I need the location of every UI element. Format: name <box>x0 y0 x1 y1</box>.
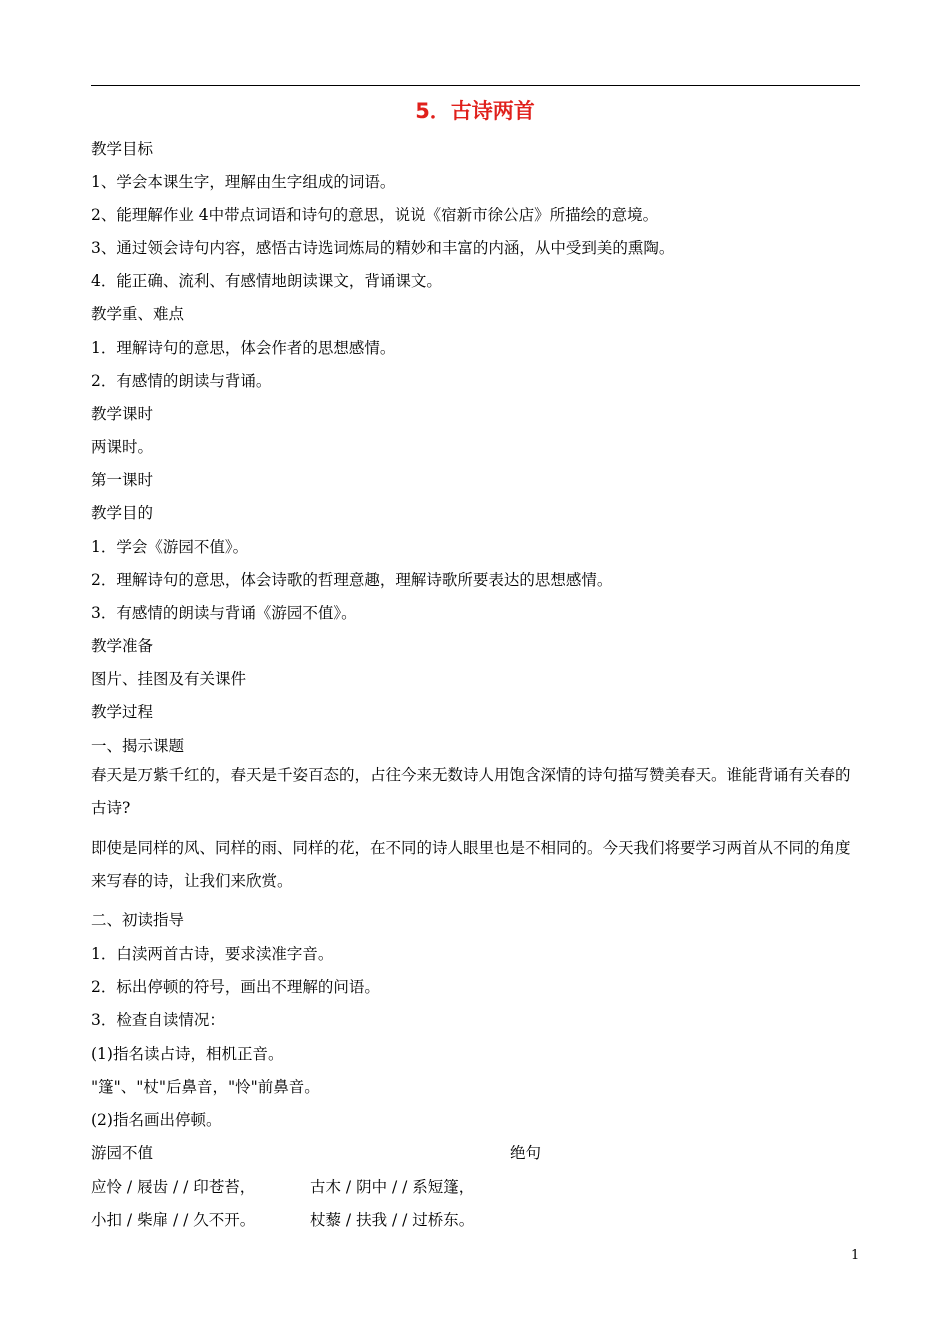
key-point-item: 1．理解诗句的意思，体会作者的思想感情。 <box>91 339 396 357</box>
first-lesson-heading: 第一课时 <box>91 471 154 489</box>
step1-paragraph: 春天是万紫千红的，春天是千姿百态的，占往今来无数诗人用饱含深情的诗句描写赞美春天。谁能背诵有关春的古诗? <box>91 766 851 817</box>
check-item: "篷"、"杖"后鼻音，"怜"前鼻音。 <box>91 1078 320 1096</box>
aim-item: 2．理解诗句的意思，体会诗歌的哲理意趣，理解诗歌所要表达的思想感情。 <box>91 571 613 589</box>
poem1-line: 小扣 / 柴扉 / / 久不开。 <box>91 1211 256 1229</box>
step2-heading: 二、初读指导 <box>91 911 185 929</box>
process-heading: 教学过程 <box>91 703 154 721</box>
poem1-title: 游园不值 <box>91 1144 154 1162</box>
key-point-item: 2．有感情的朗读与背诵。 <box>91 372 272 390</box>
prep-heading: 教学准备 <box>91 637 154 655</box>
step1-heading: 一、揭示课题 <box>91 737 185 755</box>
aim-item: 3．有感情的朗读与背诵《游园不值》。 <box>91 604 357 622</box>
poem2-title: 绝句 <box>510 1144 542 1162</box>
hours-text: 两课时。 <box>91 438 154 456</box>
objectives-heading: 教学目标 <box>91 140 154 158</box>
prep-text: 图片、挂图及有关课件 <box>91 670 247 688</box>
header-rule <box>91 85 860 86</box>
check-item: (2)指名画出停顿。 <box>91 1111 222 1129</box>
objective-item: 2、能理解作业 4中带点词语和诗句的意思，说说《宿新市徐公店》所描绘的意境。 <box>91 206 659 224</box>
hours-heading: 教学课时 <box>91 405 154 423</box>
aims-heading: 教学目的 <box>91 504 154 522</box>
objective-item: 1、学会本课生字，理解由生字组成的词语。 <box>91 173 396 191</box>
objective-item: 4．能正确、流利、有感情地朗读课文，背诵课文。 <box>91 272 442 290</box>
page-title: 5．古诗两首 <box>415 99 535 123</box>
page-number: 1 <box>851 1248 860 1263</box>
poem2-line: 杖藜 / 扶我 / / 过桥东。 <box>310 1211 475 1229</box>
check-item: (1)指名读占诗，相机正音。 <box>91 1045 284 1063</box>
step1-paragraph: 即使是同样的风、同样的雨、同样的花，在不同的诗人眼里也是不相同的。今天我们将要学习两首从不同的角度来写春的诗，让我们来欣赏。 <box>91 839 851 890</box>
key-points-heading: 教学重、难点 <box>91 305 185 323</box>
aim-item: 1．学会《游园不值》。 <box>91 538 249 556</box>
step2-item: 3．检查自读情况： <box>91 1011 225 1029</box>
step2-item: 1．白渎两首古诗，要求渎准字音。 <box>91 945 334 963</box>
poem1-line: 应怜 / 屐齿 / / 印苍苔， <box>91 1178 256 1196</box>
objective-item: 3、通过领会诗句内容，感悟古诗选词炼局的精妙和丰富的内涵，从中受到美的熏陶。 <box>91 239 675 257</box>
poem2-line: 古木 / 阴中 / / 系短篷， <box>310 1178 475 1196</box>
step2-item: 2．标出停顿的符号，画出不理解的问语。 <box>91 978 380 996</box>
